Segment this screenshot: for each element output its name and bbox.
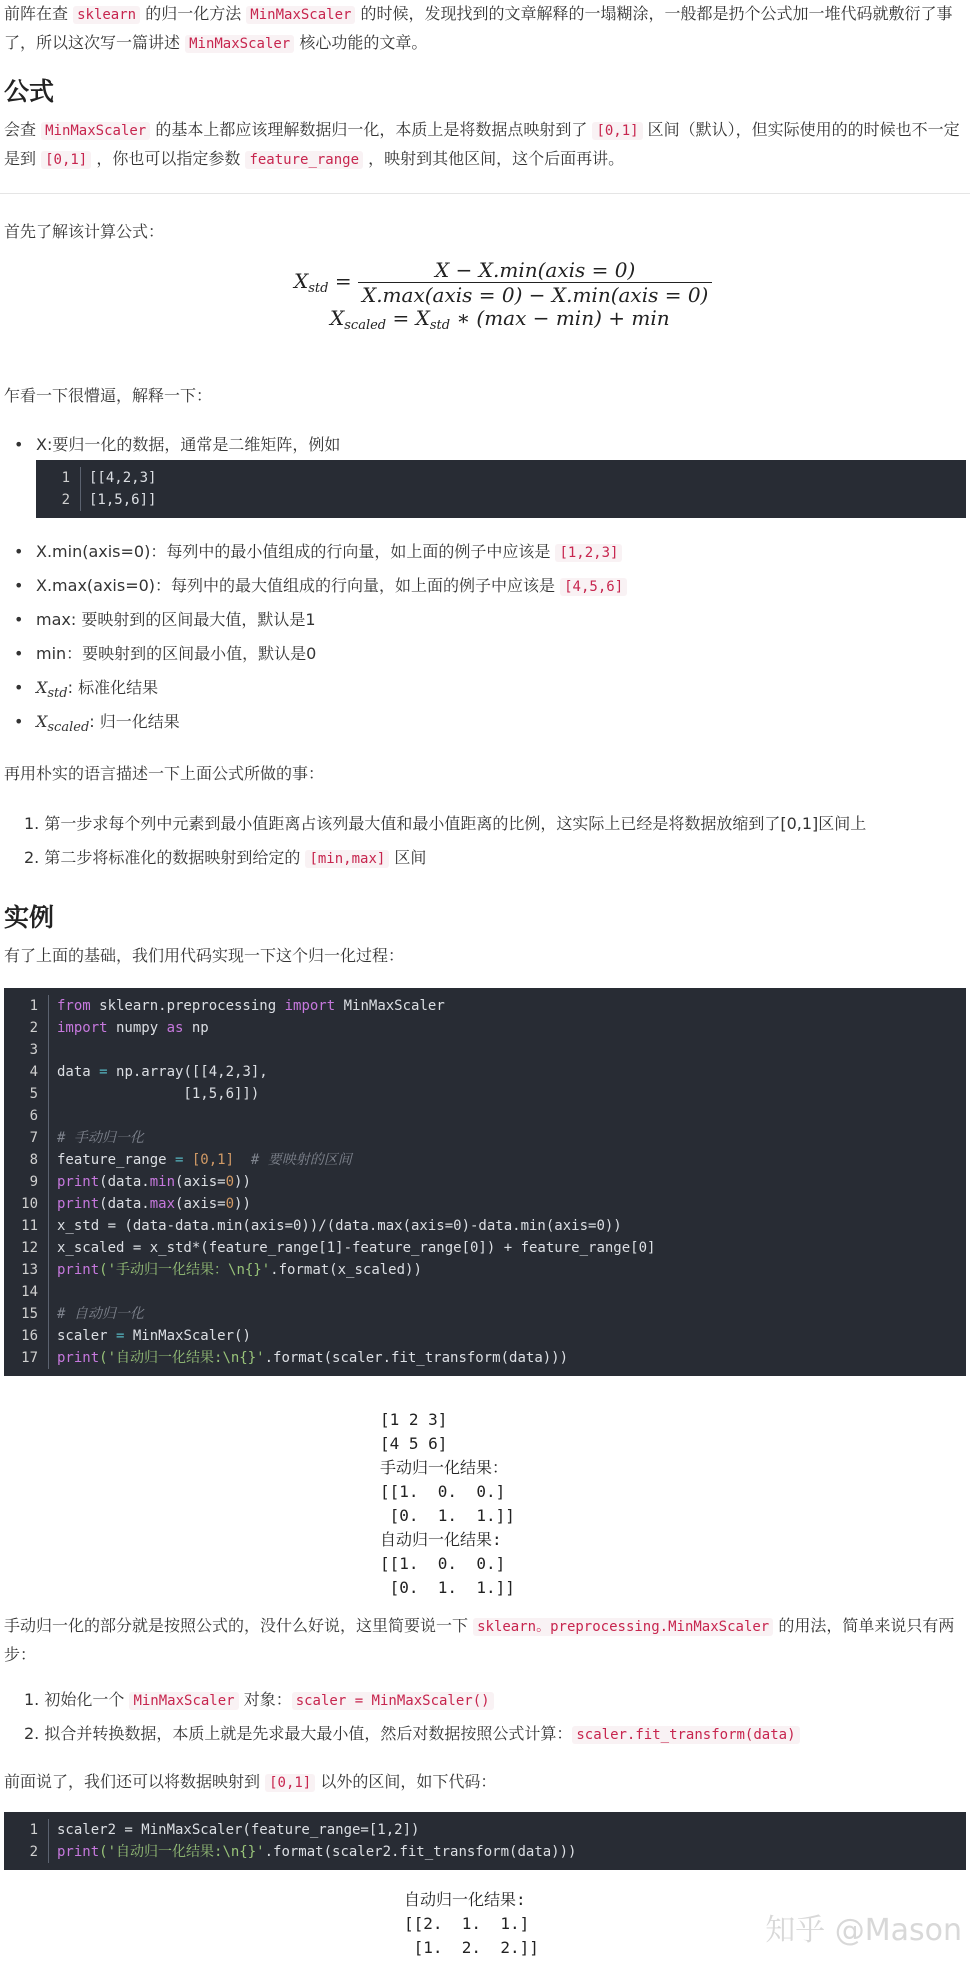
code-text — [49, 1347, 568, 1369]
inline-code: MinMaxScaler — [41, 122, 150, 140]
inline-code: [0,1] — [265, 1774, 315, 1792]
eq-equals: = — [392, 306, 410, 330]
line-number: 10 — [4, 1193, 49, 1215]
code-text — [49, 1193, 251, 1215]
text: 以外的区间，如下代码： — [315, 1772, 497, 1791]
inline-code: scaler.fit_transform(data) — [572, 1726, 799, 1744]
operator: = — [99, 1064, 108, 1080]
code-line — [4, 1105, 966, 1127]
heading-formula: 公式 — [4, 77, 55, 106]
code-text — [49, 995, 445, 1017]
text: (axis= — [175, 1196, 226, 1212]
code-output-1: [1 2 3] [4 5 6] 手动归一化结果： [[1. 0. 0.] [0. 1. 1.]] 自动归一化结果: [[1. 0. 0.] [0. 1. 1.]] — [380, 1410, 515, 1597]
code-text — [49, 1259, 422, 1281]
formula-paragraph — [4, 116, 970, 174]
keyword: min — [149, 1174, 176, 1190]
text: 的归一化方法 — [140, 4, 247, 23]
comment: # 要映射的区间 — [250, 1152, 352, 1168]
code-line — [4, 1193, 966, 1215]
line-number: 1 — [36, 467, 81, 489]
list-item — [14, 569, 627, 603]
keyword: print — [57, 1196, 100, 1212]
inline-code: sklearn — [73, 6, 140, 24]
math-sub: scaled — [47, 720, 90, 735]
line-number: 8 — [4, 1149, 49, 1171]
eq-sub: std — [429, 318, 451, 333]
list-item — [14, 428, 341, 462]
text: 前面说了，我们还可以将数据映射到 — [4, 1772, 266, 1791]
operator: = — [175, 1152, 184, 1168]
divider — [0, 193, 970, 194]
line-number: 17 — [4, 1347, 49, 1369]
text: ，你也可以指定参数 — [91, 149, 246, 168]
text: np — [183, 1020, 209, 1036]
line-number: 6 — [4, 1105, 49, 1127]
text: max: 要映射到的区间最大值，默认是1 — [36, 610, 316, 629]
inline-code: [0,1] — [592, 122, 642, 140]
text: 手动归一化的部分就是按照公式的，没什么好说，这里简要说一下 — [4, 1616, 474, 1635]
bullet-dot: • — [14, 610, 24, 629]
comment: # 手动归一化 — [57, 1130, 144, 1146]
bullet-dot: • — [14, 435, 24, 454]
code-line — [4, 1083, 966, 1105]
text: 核心功能的文章。 — [294, 33, 428, 52]
line-number: 13 — [4, 1259, 49, 1281]
list-item — [14, 671, 627, 705]
text: 1. 第一步求每个列中元素到最小值距离占该列最大值和最小值距离的比例，这实际上已经是将数据放缩到了[0,1]区间上 — [24, 814, 867, 833]
line-number: 2 — [4, 1017, 49, 1039]
math-var: X — [36, 712, 48, 731]
inline-code: MinMaxScaler — [185, 35, 294, 53]
text: data — [57, 1064, 100, 1080]
confused-text: 乍看一下很懵逼，解释一下： — [4, 386, 213, 405]
line-number: 1 — [4, 995, 49, 1017]
text: X:要归一化的数据，通常是二维矩阵，例如 — [36, 435, 341, 454]
eq-var: X — [415, 306, 430, 330]
code-text — [49, 1017, 209, 1039]
code-text — [49, 1061, 268, 1083]
code-line — [4, 1171, 966, 1193]
steps-list — [24, 807, 866, 875]
string: ('自动归一化结果:\n{}' — [99, 1350, 265, 1366]
eq-equals: = — [334, 269, 352, 293]
keyword: print — [57, 1844, 100, 1860]
text: )) — [234, 1196, 251, 1212]
inline-code: sklearn。preprocessing.MinMaxScaler — [473, 1618, 773, 1636]
line-number: 5 — [4, 1083, 49, 1105]
text: 的基本上都应该理解数据归一化，本质上是将数据点映射到了 — [150, 120, 593, 139]
eq-var: X — [294, 269, 309, 293]
text: 会查 — [4, 120, 42, 139]
eq-sub: std — [308, 281, 329, 296]
eq-var: X — [330, 306, 345, 330]
code-block-matrix — [36, 460, 966, 518]
text: 的时候，发现找到的文章解释的一塌糊涂，一般都是扔个公式加一堆代码就敷衍了事了，所以这次写一篇讲述 — [4, 4, 953, 52]
list-item — [14, 535, 627, 569]
line-number: 14 — [4, 1281, 49, 1303]
bullet-dot: • — [14, 576, 24, 595]
code-text — [49, 1325, 251, 1347]
eq-denominator: X.max(axis = 0) − X.min(axis = 0) — [361, 283, 709, 307]
code-line — [4, 1819, 966, 1841]
usage-paragraph — [4, 1612, 970, 1669]
eq-rhs: ∗ (max − min) + min — [450, 306, 670, 330]
code-text: [1,5,6]]) — [57, 1086, 260, 1102]
line-number: 3 — [4, 1039, 49, 1061]
first-understand: 首先了解该计算公式： — [4, 222, 165, 241]
number: 0 — [225, 1174, 235, 1190]
list-item — [24, 841, 866, 875]
math-sub: std — [47, 686, 68, 701]
text: numpy — [107, 1020, 167, 1036]
code-line — [4, 1347, 966, 1369]
number: 0 — [225, 1196, 235, 1212]
keyword: from — [57, 998, 91, 1014]
bullet-dot: • — [14, 542, 24, 561]
code-text — [49, 1171, 251, 1193]
keyword: import — [284, 998, 336, 1014]
keyword: as — [166, 1020, 184, 1036]
code-text — [49, 1149, 352, 1171]
inline-code: [4,5,6] — [560, 578, 627, 596]
code-output-2: 自动归一化结果: [[2. 1. 1.] [1. 2. 2.]] — [404, 1890, 539, 1957]
list-item — [24, 807, 866, 841]
equation-std — [294, 258, 712, 307]
range-paragraph — [4, 1768, 970, 1797]
text: .format(scaler2.fit_transform(data))) — [264, 1844, 577, 1860]
text: 2. 拟合并转换数据，本质上就是先求最大最小值，然后对数据按照公式计算： — [24, 1724, 573, 1743]
keyword: max — [149, 1196, 176, 1212]
text: 的用法，简单来说只有两步： — [4, 1616, 955, 1664]
line-number: 12 — [4, 1237, 49, 1259]
bullet-dot: • — [14, 678, 24, 697]
operator: = — [116, 1328, 125, 1344]
text: X.min(axis=0)：每列中的最小值组成的行向量，如上面的例子中应该是 — [36, 542, 556, 561]
text: 2. 第二步将标准化的数据映射到给定的 — [24, 848, 306, 867]
comment: # 自动归一化 — [57, 1306, 144, 1322]
text: X.max(axis=0)：每列中的最大值组成的行向量，如上面的例子中应该是 — [36, 576, 561, 595]
line-number: 2 — [4, 1841, 49, 1863]
code-block-range — [4, 1812, 966, 1870]
list-item — [14, 705, 627, 739]
text: )) — [234, 1174, 251, 1190]
intro-paragraph — [4, 0, 970, 58]
eq-numerator: X − X.min(axis = 0) — [358, 258, 712, 283]
code-line — [4, 1127, 966, 1149]
inline-code: MinMaxScaler — [129, 1692, 238, 1710]
keyword: import — [57, 1020, 108, 1036]
line-number: 16 — [4, 1325, 49, 1347]
inline-code: [min,max] — [305, 850, 389, 868]
text: (axis= — [175, 1174, 226, 1190]
usage-list — [24, 1683, 800, 1751]
equation-scaled — [330, 306, 670, 333]
code-line — [4, 1325, 966, 1347]
code-text: [[4,2,3] — [89, 470, 157, 486]
text: MinMaxScaler() — [124, 1328, 251, 1344]
inline-code: scaler = MinMaxScaler() — [292, 1692, 494, 1710]
eq-fraction — [358, 258, 712, 307]
plain-desc: 再用朴实的语言描述一下上面公式所做的事： — [4, 764, 325, 783]
string: ('自动归一化结果:\n{}' — [99, 1844, 265, 1860]
inline-code: MinMaxScaler — [246, 6, 355, 24]
inline-code: [0,1] — [41, 151, 91, 169]
text: .format(scaler.fit_transform(data))) — [264, 1350, 569, 1366]
line-number: 1 — [4, 1819, 49, 1841]
code-line — [4, 1237, 966, 1259]
watermark: 知乎 @Mason — [765, 1913, 962, 1948]
code-text: [1,5,6]] — [89, 492, 157, 508]
code-text: scaler2 = MinMaxScaler(feature_range=[1,2]) — [57, 1822, 420, 1838]
code-text — [49, 1841, 576, 1863]
inline-code: [1,2,3] — [555, 544, 622, 562]
text: ，映射到其他区间，这个后面再讲。 — [363, 149, 625, 168]
code-line — [4, 1061, 966, 1083]
text: 区间 — [389, 848, 427, 867]
text: sklearn.preprocessing — [90, 998, 285, 1014]
code-line — [4, 995, 966, 1017]
list-items — [14, 535, 627, 739]
bullet-dot: • — [14, 712, 24, 731]
code-line — [4, 1017, 966, 1039]
eq-sub: scaled — [344, 318, 387, 333]
text: min：要映射到的区间最小值，默认是0 — [36, 644, 317, 663]
code-line — [4, 1039, 966, 1061]
text: np.array([[4,2,3], — [107, 1064, 268, 1080]
code-line — [4, 1841, 966, 1863]
example-intro: 有了上面的基础，我们用代码实现一下这个归一化过程： — [4, 946, 405, 965]
text: : 归一化结果 — [89, 712, 180, 731]
line-number: 9 — [4, 1171, 49, 1193]
list-item — [14, 603, 627, 637]
text: feature_range — [57, 1152, 176, 1168]
code-line — [4, 1259, 966, 1281]
text: 1. 初始化一个 — [24, 1690, 130, 1709]
code-line — [4, 1149, 966, 1171]
code-block-main — [4, 988, 966, 1376]
text: 对象： — [238, 1690, 292, 1709]
bullet-dot: • — [14, 644, 24, 663]
line-number: 15 — [4, 1303, 49, 1325]
code-line — [36, 489, 966, 511]
text: MinMaxScaler — [335, 998, 445, 1014]
text: .format(x_scaled)) — [270, 1262, 422, 1278]
text: scaler — [57, 1328, 117, 1344]
line-number: 11 — [4, 1215, 49, 1237]
code-text: x_std = (data-data.min(axis=0))/(data.max(axis=0)-data.min(axis=0)) — [57, 1218, 622, 1234]
keyword: print — [57, 1350, 100, 1366]
list-item — [24, 1683, 800, 1717]
number: [0,1] — [183, 1152, 251, 1168]
keyword: print — [57, 1174, 100, 1190]
line-number: 4 — [4, 1061, 49, 1083]
text: : 标准化结果 — [67, 678, 159, 697]
text: (data. — [99, 1196, 150, 1212]
line-number: 7 — [4, 1127, 49, 1149]
code-line — [4, 1215, 966, 1237]
text: 前阵在查 — [4, 4, 74, 23]
code-line — [4, 1281, 966, 1303]
string: ('手动归一化结果：\n{}' — [99, 1262, 271, 1278]
code-line — [4, 1303, 966, 1325]
heading-example: 实例 — [4, 903, 55, 932]
text: (data. — [99, 1174, 150, 1190]
text: 区间（默认），但实际使用的的时候也不一定是到 — [4, 120, 960, 168]
keyword: print — [57, 1262, 100, 1278]
line-number: 2 — [36, 489, 81, 511]
inline-code: feature_range — [245, 151, 363, 169]
math-var: X — [36, 678, 48, 697]
code-text: x_scaled = x_std*(feature_range[1]-feature_range[0]) + feature_range[0] — [57, 1240, 656, 1256]
code-line — [36, 467, 966, 489]
list-item — [14, 637, 627, 671]
list-item — [24, 1717, 800, 1751]
